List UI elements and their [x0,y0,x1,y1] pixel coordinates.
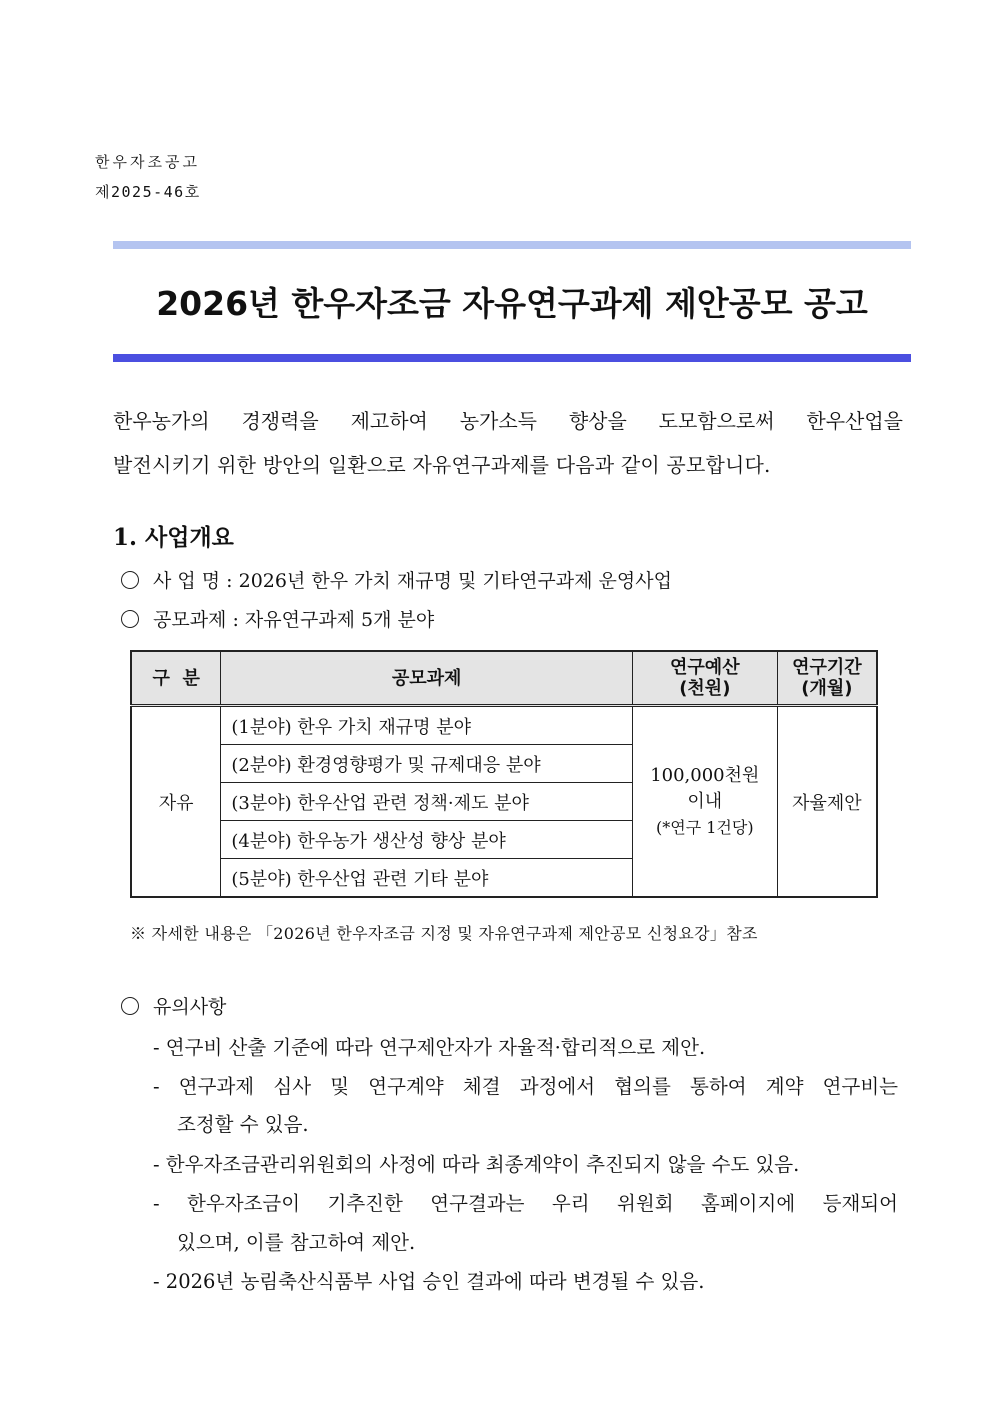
reference-note: ※ 자세한 내용은 「2026년 한우자조금 지정 및 자유연구과제 제안공모 신청요강」참조 [130,924,758,943]
overview-item-label: 사 업 명 : 2026년 한우 가치 재규명 및 기타연구과제 운영사업 [153,570,672,592]
topic-cell: (3분야) 한우산업 관련 정책·제도 분야 [221,783,633,821]
notice-org-label: 한우자조공고 [95,153,200,171]
caution-item-continued: 조정할 수 있음. [177,1113,309,1136]
page-title: 2026년 한우자조금 자유연구과제 제안공모 공고 [156,284,868,323]
overview-item-label: 공모과제 : 자유연구과제 5개 분야 [153,609,435,631]
caution-item: - 한우자조금관리위원회의 사정에 따라 최종계약이 추진되지 않을 수도 있음. [153,1153,800,1176]
header-topic: 공모과제 [221,651,633,706]
category-cell: 자유 [131,706,221,898]
caution-item: - 2026년 농림축산식품부 사업 승인 결과에 따라 변경될 수 있음. [153,1270,705,1293]
title-top-rule [113,241,911,249]
topic-cell: (4분야) 한우농가 생산성 향상 분야 [221,821,633,859]
header-budget [632,651,777,706]
topic-cell: (2분야) 환경영향평가 및 규제대응 분야 [221,745,633,783]
topic-cell: (5분야) 한우산업 관련 기타 분야 [221,859,633,898]
caution-item: - 연구과제 심사 및 연구계약 체결 과정에서 협의를 통하여 계약 연구비는 [153,1075,898,1098]
budget-note: (*연구 1건당) [656,817,754,837]
title-bottom-rule [113,354,911,362]
header-period-line2: (개월) [801,678,853,699]
overview-item-topic [121,605,434,632]
header-budget-line1: 연구예산 [670,657,740,678]
header-period-line1: 연구기간 [792,657,862,678]
caution-item: - 연구비 산출 기준에 따라 연구제안자가 자율적·합리적으로 제안. [153,1036,706,1059]
period-cell: 자율제안 [777,706,877,898]
circle-bullet-icon [121,997,139,1015]
intro-line-1: 한우농가의 경쟁력을 제고하여 농가소득 향상을 도모함으로써 한우산업을 [113,409,903,433]
circle-bullet-icon [121,571,139,589]
intro-line-2: 발전시키기 위한 방안의 일환으로 자유연구과제를 다음과 같이 공모합니다. [113,453,771,477]
circle-bullet-icon [121,610,139,628]
budget-amount: 100,000천원 [650,764,760,786]
table-row [131,706,877,745]
cautions-heading [121,992,226,1019]
header-budget-line2: (천원) [679,678,731,699]
topics-table [130,650,878,898]
table-header-row [131,651,877,706]
overview-item-project [121,566,672,593]
cautions-heading-label: 유의사항 [153,996,227,1018]
header-category: 구 분 [131,651,221,706]
notice-number: 제2025-46호 [95,183,201,201]
caution-item-continued: 있으며, 이를 참고하여 제안. [177,1231,416,1254]
header-period [777,651,877,706]
caution-item: - 한우자조금이 기추진한 연구결과는 우리 위원회 홈페이지에 등재되어 [153,1192,898,1215]
section-heading: 1. 사업개요 [113,524,234,551]
budget-limit: 이내 [687,790,723,812]
budget-cell [632,706,777,898]
topic-cell: (1분야) 한우 가치 재규명 분야 [221,706,633,745]
